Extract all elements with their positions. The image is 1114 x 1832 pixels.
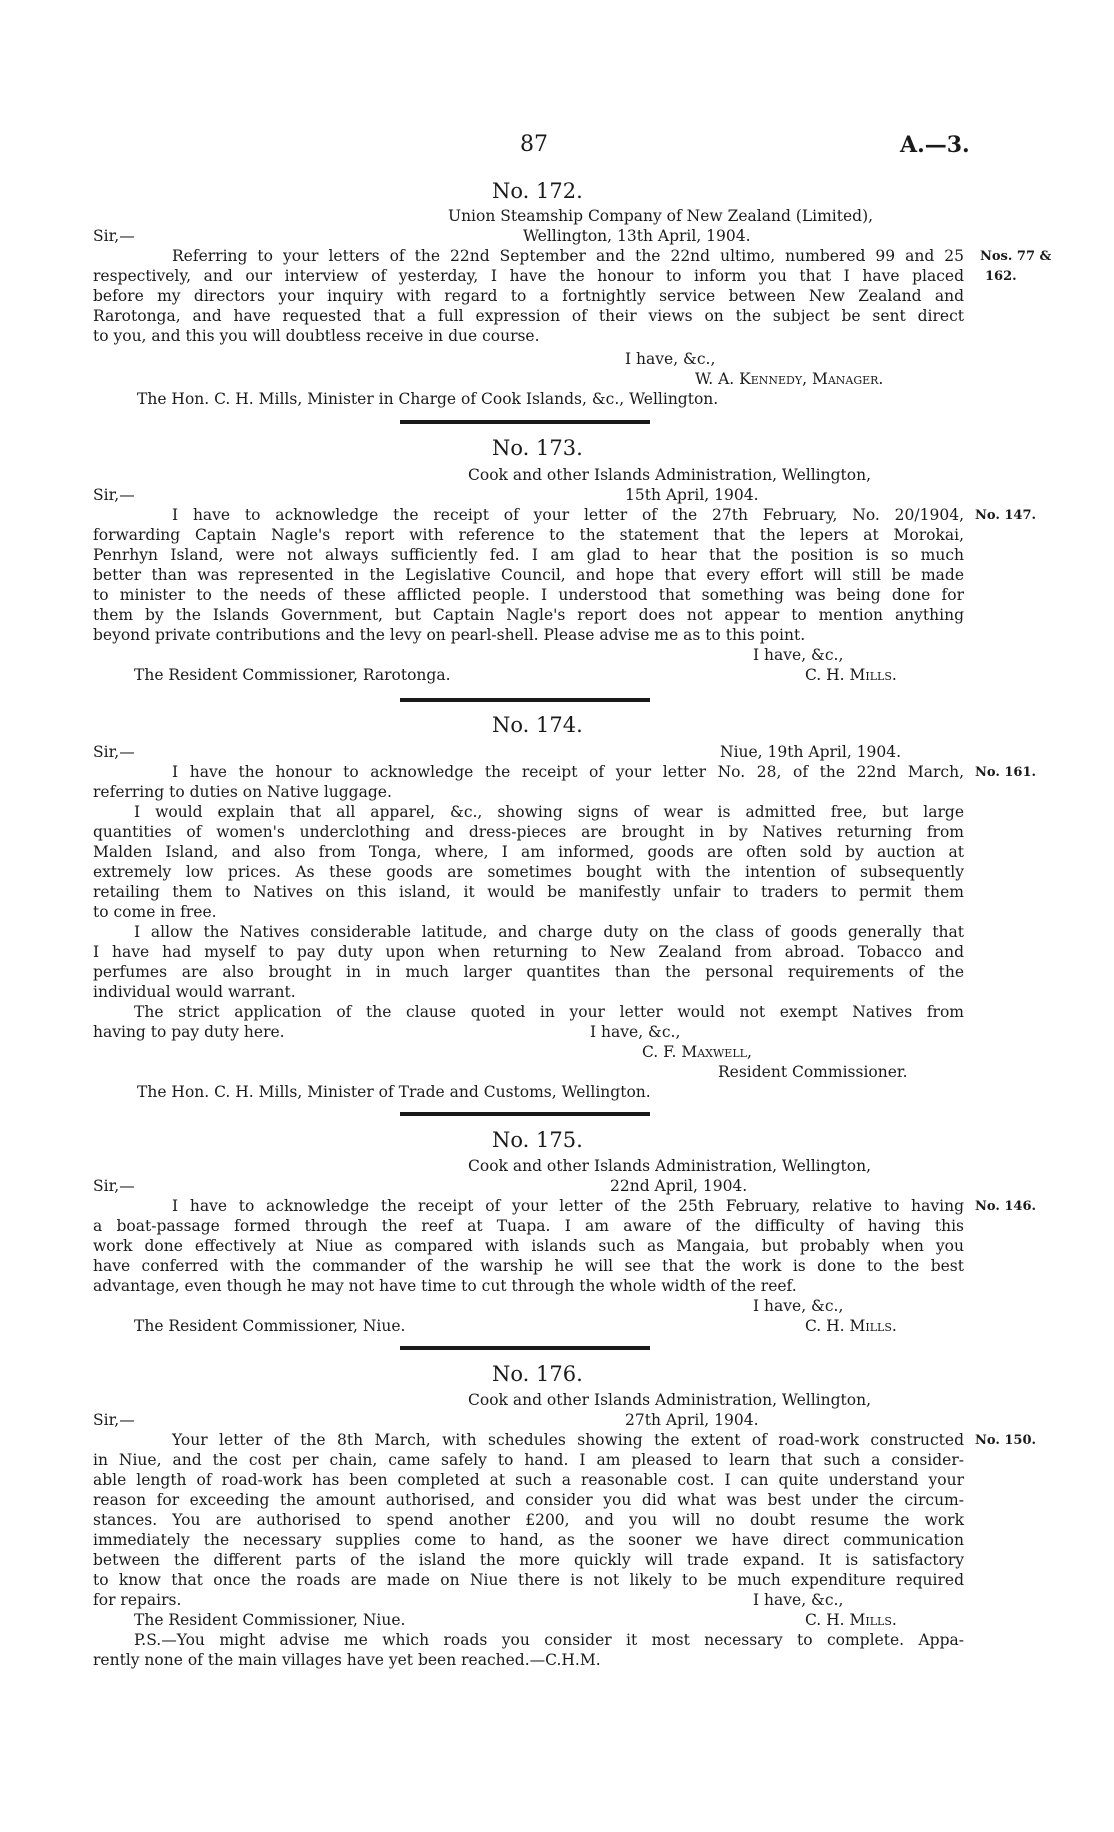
body-line: immediately the necessary supplies come to hand, as the sooner we have direct communication [93,1531,964,1549]
body-line: advantage, even though he may not have time to cut through the whole width of the reef. [93,1277,797,1295]
body-line: forwarding Captain Nagle's report with reference to the statement that the lepers at Morokai, [93,526,964,544]
closing: I have, &c., [753,1591,844,1609]
addressee: The Resident Commissioner, Rarotonga. [134,666,451,684]
body-line: referring to duties on Native luggage. [93,783,392,801]
addressee: The Hon. C. H. Mills, Minister of Trade and Customs, Wellington. [137,1083,651,1101]
body-line: I have to acknowledge the receipt of your letter of the 27th February, No. 20/1904, [172,506,964,524]
section-divider [400,698,650,702]
sender-date: Wellington, 13th April, 1904. [523,227,751,245]
body-line: The strict application of the clause quoted in your letter would not exempt Natives from [134,1003,964,1021]
body-line: a boat-passage formed through the reef at Tuapa. I am aware of the difficulty of having this [93,1217,964,1235]
body-line: I have to acknowledge the receipt of your letter of the 25th February, relative to having [172,1197,964,1215]
letter-number: No. 175. [492,1128,583,1152]
signature: W. A. Kennedy, Manager. [695,370,884,388]
body-line: for repairs. [93,1591,182,1609]
body-line: I have had myself to pay duty upon when returning to New Zealand from abroad. Tobacco and [93,943,964,961]
body-line: work done effectively at Niue as compared with islands such as Mangaia, but probably when you [93,1237,964,1255]
sender-line: Cook and other Islands Administration, Wellington, [468,466,872,484]
addressee: The Hon. C. H. Mills, Minister in Charge of Cook Islands, &c., Wellington. [137,390,719,408]
margin-note: No. 146. [975,1199,1037,1214]
body-line: stances. You are authorised to spend another £200, and you will no doubt resume the work [93,1511,964,1529]
postscript-line: P.S.—You might advise me which roads you consider it most necessary to complete. Appa- [134,1631,964,1649]
body-line: to know that once the roads are made on Niue there is not likely to be much expenditure required [93,1571,964,1589]
body-line: having to pay duty here. [93,1023,285,1041]
signature: C. H. Mills. [805,666,897,684]
page-number: 87 [520,132,548,157]
body-line: in Niue, and the cost per chain, came safely to hand. I am pleased to learn that such a consider- [93,1451,964,1469]
body-line: Referring to your letters of the 22nd September and the 22nd ultimo, numbered 99 and 25 [172,247,964,265]
signature: C. H. Mills. [805,1611,897,1629]
letter-number: No. 172. [492,179,583,203]
sender-date: 27th April, 1904. [625,1411,759,1429]
closing: I have, &c., [753,1297,844,1315]
signature: C. H. Mills. [805,1317,897,1335]
margin-note: No. 161. [975,765,1037,780]
body-line: individual would warrant. [93,983,296,1001]
sender-line: Cook and other Islands Administration, Wellington, [468,1157,872,1175]
body-line: perfumes are also brought in in much larger quantites than the personal requirements of the [93,963,964,981]
salutation: Sir,— [93,1411,135,1429]
body-line: better than was represented in the Legislative Council, and hope that every effort will still be made [93,566,964,584]
closing: I have, &c., [753,646,844,664]
body-line: I allow the Natives considerable latitude, and charge duty on the class of goods generally that [134,923,964,941]
body-line: I would explain that all apparel, &c., showing signs of wear is admitted free, but large [134,803,964,821]
body-line: Your letter of the 8th March, with schedules showing the extent of road-work constructed [172,1431,964,1449]
body-line: before my directors your inquiry with regard to a fortnightly service between New Zealand and [93,287,964,305]
letter-number: No. 173. [492,436,583,460]
body-line: them by the Islands Government, but Captain Nagle's report does not appear to mention anything [93,606,964,624]
body-line: to minister to the needs of these afflicted people. I understood that something was being done for [93,586,964,604]
body-line: able length of road-work has been completed at such a reasonable cost. I can quite understand your [93,1471,964,1489]
margin-note: Nos. 77 & [980,249,1052,264]
body-line: between the different parts of the island the more quickly will trade expand. It is satisfactory [93,1551,964,1569]
body-line: Malden Island, and also from Tonga, where, I am informed, goods are often sold by auction at [93,843,964,861]
letter-number: No. 176. [492,1362,583,1386]
salutation: Sir,— [93,743,135,761]
body-line: have conferred with the commander of the warship he will see that the work is done to the best [93,1257,964,1275]
body-line: respectively, and our interview of yesterday, I have the honour to inform you that I have placed [93,267,964,285]
sender-line: Union Steamship Company of New Zealand (Limited), [448,207,874,225]
sender-date: 22nd April, 1904. [610,1177,748,1195]
body-line: beyond private contributions and the levy on pearl-shell. Please advise me as to this point. [93,626,806,644]
section-divider [400,420,650,424]
margin-note: No. 150. [975,1433,1037,1448]
addressee: The Resident Commissioner, Niue. [134,1611,406,1629]
margin-note: 162. [985,269,1017,284]
closing: I have, &c., [590,1023,681,1041]
margin-note: No. 147. [975,508,1037,523]
body-line: to you, and this you will doubtless receive in due course. [93,327,540,345]
signature-title: Resident Commissioner. [718,1063,908,1081]
closing: I have, &c., [625,350,716,368]
body-line: extremely low prices. As these goods are sometimes bought with the intention of subsequently [93,863,964,881]
addressee: The Resident Commissioner, Niue. [134,1317,406,1335]
section-divider [400,1112,650,1116]
letter-number: No. 174. [492,713,583,737]
body-line: to come in free. [93,903,217,921]
sender-line: Cook and other Islands Administration, Wellington, [468,1391,872,1409]
section-divider [400,1346,650,1350]
body-line: quantities of women's underclothing and dress-pieces are brought in by Natives returning from [93,823,964,841]
salutation: Sir,— [93,1177,135,1195]
postscript-line: rently none of the main villages have yet been reached.—C.H.M. [93,1651,601,1669]
body-line: reason for exceeding the amount authorised, and consider you did what was best under the circum- [93,1491,964,1509]
body-line: Rarotonga, and have requested that a full expression of their views on the subject be sent direct [93,307,964,325]
document-reference: A.—3. [900,132,970,158]
salutation: Sir,— [93,486,135,504]
body-line: I have the honour to acknowledge the receipt of your letter No. 28, of the 22nd March, [172,763,964,781]
body-line: Penrhyn Island, were not always sufficiently fed. I am glad to hear that the position is so much [93,546,964,564]
signature: C. F. Maxwell, [642,1043,752,1061]
body-line: retailing them to Natives on this island, it would be manifestly unfair to traders to permit them [93,883,964,901]
salutation: Sir,— [93,227,135,245]
sender-date: 15th April, 1904. [625,486,759,504]
sender-date: Niue, 19th April, 1904. [720,743,902,761]
